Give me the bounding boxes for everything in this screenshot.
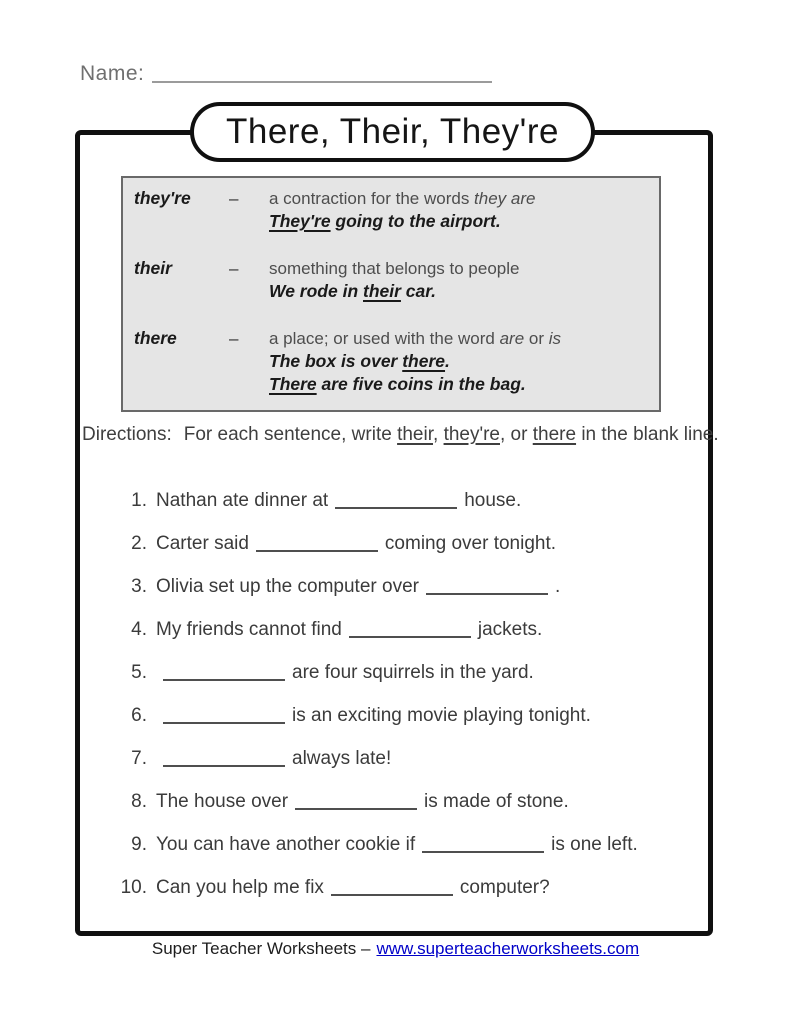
answer-blank-line: [163, 757, 285, 767]
sentence-text-pre: Olivia set up the computer over: [156, 576, 419, 597]
sentence-number: 7.: [131, 748, 147, 769]
page-title: There, Their, They're: [226, 112, 559, 151]
sentence-item: [110, 705, 690, 727]
title-pill: [190, 102, 595, 162]
directions-text: For each sentence, write their, they're, or there in the blank line.: [183, 424, 719, 445]
definition-row: [134, 187, 649, 233]
answer-blank-line: [295, 800, 417, 810]
sentence-text-pre: My friends cannot find: [156, 619, 342, 640]
sentence-item: [110, 662, 690, 684]
sentence-text-pre: You can have another cookie if: [156, 834, 416, 855]
sentence-text-pre: Nathan ate dinner at: [156, 490, 329, 511]
footer-link[interactable]: www.superteacherworksheets.com: [376, 939, 640, 958]
sentence-text-post: is one left.: [551, 834, 638, 855]
sentence-item: [110, 791, 690, 813]
sentence-number: 10.: [120, 877, 147, 898]
sentence-item: [110, 834, 690, 856]
sentence-item: [110, 576, 690, 598]
sentence-item: [110, 748, 690, 770]
definition-body: [269, 327, 649, 396]
sentence-text-post: is made of stone.: [424, 791, 569, 812]
footer: [0, 938, 791, 960]
definition-text: a contraction for the words they are: [269, 189, 536, 208]
directions: [82, 423, 722, 447]
sentence-text-post: coming over tonight.: [384, 533, 557, 554]
sentence-item: [110, 490, 690, 512]
sentence-number: 5.: [131, 662, 147, 683]
example-sentence: There are five coins in the bag.: [269, 374, 526, 394]
sentence-text-pre: Can you help me fix: [156, 877, 324, 898]
sentence-text-post: are four squirrels in the yard.: [292, 662, 534, 683]
dash: –: [229, 329, 239, 348]
sentence-text-post: jackets.: [477, 619, 543, 640]
definition-body: [269, 187, 649, 233]
sentence-list: [110, 490, 690, 920]
answer-blank-line: [422, 843, 544, 853]
name-blank-line: [152, 81, 492, 83]
sentence-number: 8.: [131, 791, 147, 812]
definition-text: something that belongs to people: [269, 259, 520, 278]
sentence-number: 4.: [131, 619, 147, 640]
sentence-number: 2.: [131, 533, 147, 554]
sentence-text-post: computer?: [459, 877, 550, 898]
sentence-text-post: house.: [464, 490, 522, 511]
footer-site-name: Super Teacher Worksheets –: [151, 939, 371, 958]
answer-blank-line: [335, 499, 457, 509]
sentence-item: [110, 619, 690, 641]
sentence-number: 6.: [131, 705, 147, 726]
answer-blank-line: [331, 886, 453, 896]
example-sentence: They're going to the airport.: [269, 211, 501, 231]
answer-blank-line: [163, 671, 285, 681]
sentence-item: [110, 533, 690, 555]
definition-term: there: [134, 328, 177, 348]
dash: –: [229, 259, 239, 278]
answer-blank-line: [256, 542, 378, 552]
definition-term: they're: [134, 188, 191, 208]
example-sentence: We rode in their car.: [269, 281, 436, 301]
sentence-item: [110, 877, 690, 899]
definition-row: [134, 257, 649, 303]
sentence-text-post: always late!: [292, 748, 392, 769]
sentence-text-post: is an exciting movie playing tonight.: [292, 705, 591, 726]
sentence-number: 9.: [131, 834, 147, 855]
definition-row: [134, 327, 649, 396]
name-label: Name:: [80, 62, 145, 85]
directions-label: Directions:: [82, 424, 172, 445]
sentence-number: 1.: [131, 490, 147, 511]
name-row: [80, 62, 492, 86]
definition-text: a place; or used with the word are or is: [269, 329, 561, 348]
sentence-text-pre: Carter said: [156, 533, 249, 554]
sentence-text-post: .: [554, 576, 561, 597]
definition-body: [269, 257, 649, 303]
sentence-number: 3.: [131, 576, 147, 597]
definition-term: their: [134, 258, 172, 278]
answer-blank-line: [163, 714, 285, 724]
sentence-text-pre: The house over: [156, 791, 289, 812]
dash: –: [229, 189, 239, 208]
answer-blank-line: [426, 585, 548, 595]
answer-blank-line: [349, 628, 471, 638]
definitions-box: [121, 176, 661, 412]
example-sentence: The box is over there.: [269, 351, 450, 371]
